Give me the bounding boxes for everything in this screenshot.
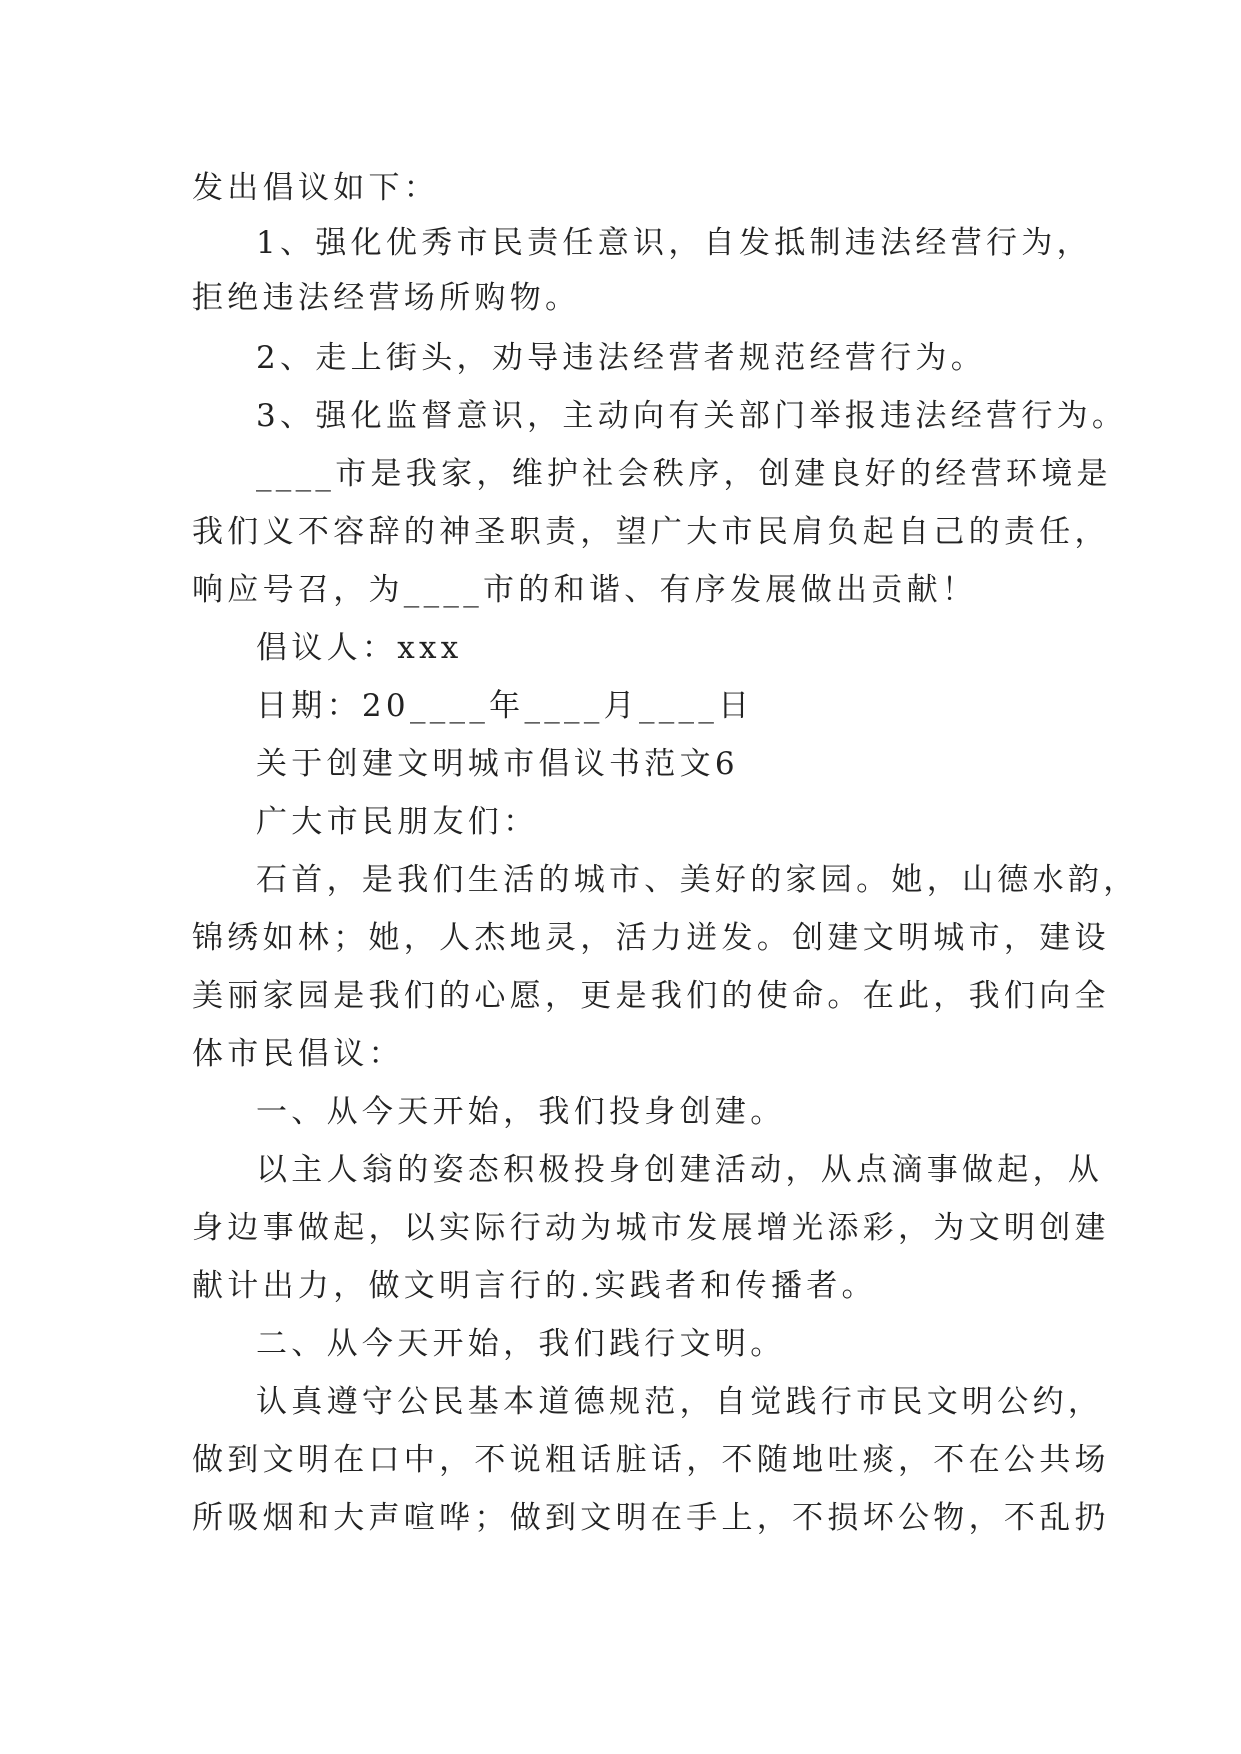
text-line: 石首，是我们生活的城市、美好的家园。她，山德水韵，: [256, 862, 1139, 898]
text-line: 拒绝违法经营场所购物。: [192, 280, 581, 316]
text-line: 体市民倡议：: [192, 1036, 404, 1072]
text-line: 所吸烟和大声喧哗；做到文明在手上，不损坏公物，不乱扔: [192, 1500, 1110, 1536]
text-line: 认真遵守公民基本道德规范，自觉践行市民文明公约，: [256, 1384, 1104, 1420]
text-line: 2、走上街头，劝导违法经营者规范经营行为。: [256, 340, 987, 376]
text-line: 一、从今天开始，我们投身创建。: [256, 1094, 786, 1130]
text-line: 响应号召，为____市的和谐、有序发展做出贡献！: [192, 572, 978, 608]
text-line: 做到文明在口中，不说粗话脏话，不随地吐痰，不在公共场: [192, 1442, 1110, 1478]
text-line: 以主人翁的姿态积极投身创建活动，从点滴事做起，从: [256, 1152, 1104, 1188]
salutation: 广大市民朋友们：: [256, 804, 539, 840]
text-line: 3、强化监督意识，主动向有关部门举报违法经营行为。: [256, 398, 1128, 434]
text-line: 日期：20____年____月____日: [256, 688, 754, 724]
text-line: 发出倡议如下：: [192, 170, 440, 206]
text-line: ____市是我家，维护社会秩序，创建良好的经营环境是: [256, 456, 1112, 492]
text-line: 1、强化优秀市民责任意识，自发抵制违法经营行为，: [256, 225, 1092, 261]
text-line: 身边事做起，以实际行动为城市发展增光添彩，为文明创建: [192, 1210, 1110, 1246]
text-line: 我们义不容辞的神圣职责，望广大市民肩负起自己的责任，: [192, 514, 1110, 550]
text-line: 美丽家园是我们的心愿，更是我们的使命。在此，我们向全: [192, 978, 1110, 1014]
text-line: 二、从今天开始，我们践行文明。: [256, 1326, 786, 1362]
text-line: 献计出力，做文明言行的.实践者和传播者。: [192, 1268, 877, 1304]
text-line: 锦绣如林；她，人杰地灵，活力迸发。创建文明城市，建设: [192, 920, 1110, 956]
section-heading: 关于创建文明城市倡议书范文6: [256, 746, 739, 782]
text-line: 倡议人：xxx: [256, 630, 463, 666]
